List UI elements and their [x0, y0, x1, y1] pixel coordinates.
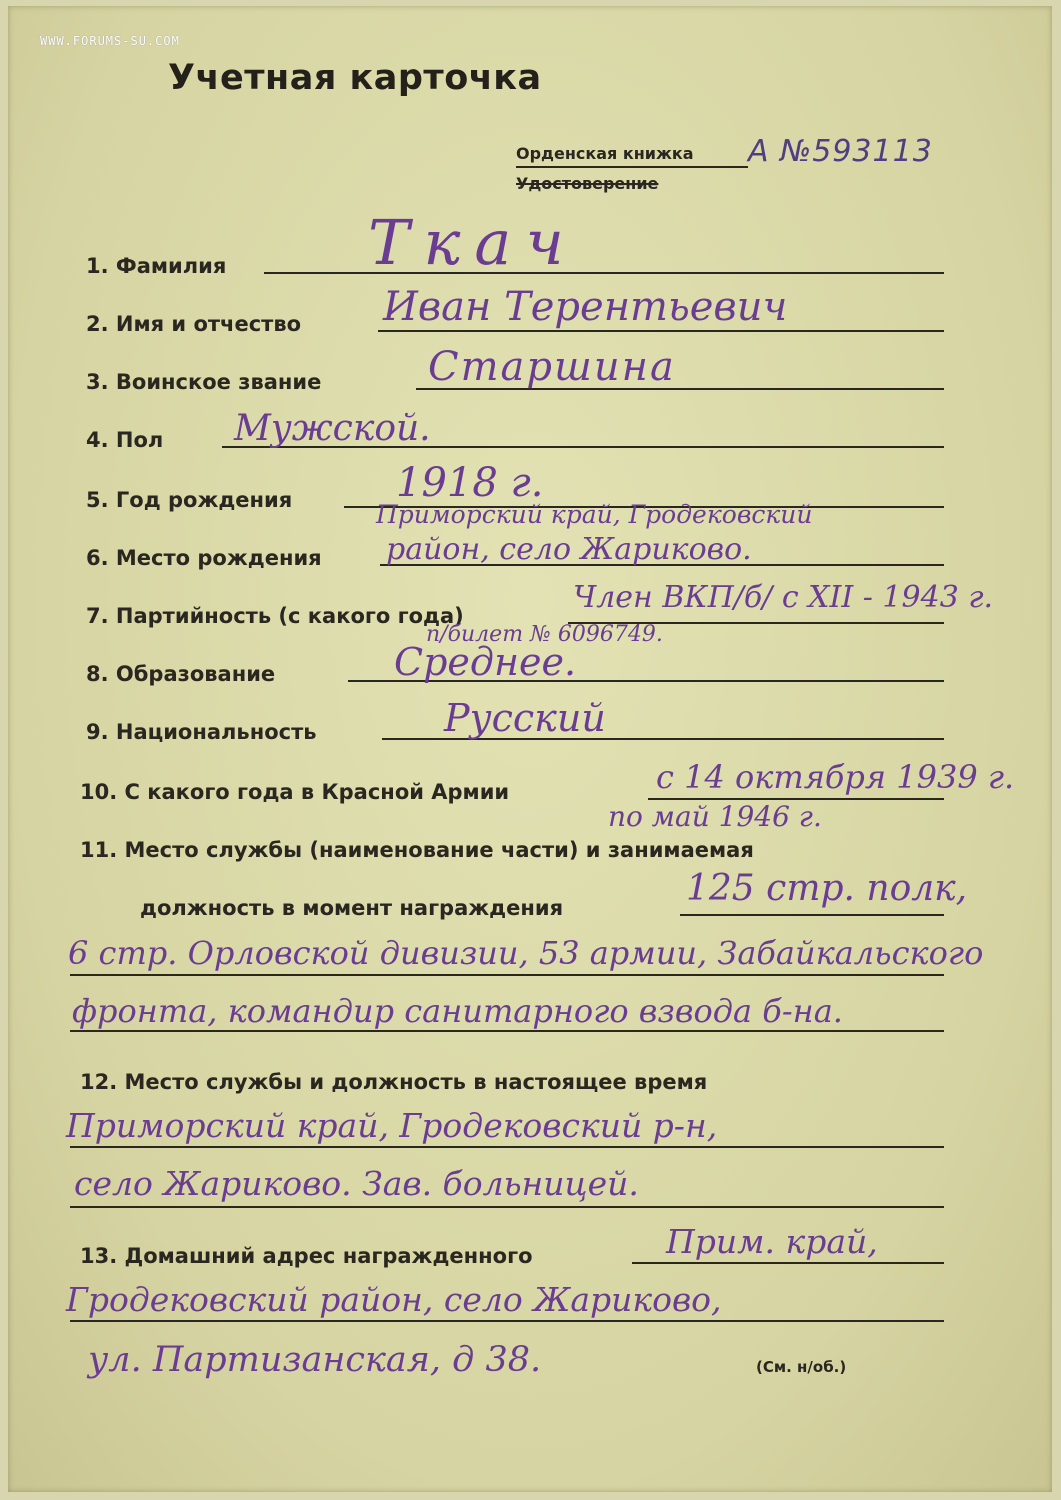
footnote: (См. н/об.) — [756, 1358, 847, 1376]
watermark: WWW.FORUMS-SU.COM — [40, 34, 180, 48]
field-13-value-line2: Гродековский район, село Жариково, — [66, 1280, 722, 1319]
card-title: Учетная карточка — [168, 58, 542, 98]
field-11-line-3 — [70, 1030, 944, 1032]
field-2-label: 2. Имя и отчество — [86, 312, 302, 336]
field-11-label-line2: должность в момент награждения — [140, 896, 564, 920]
field-11-value-line3: фронта, командир санитарного взвода б-на. — [72, 992, 843, 1030]
field-12-line-1 — [70, 1146, 944, 1148]
field-13-value-line3: ул. Партизанская, д 38. — [88, 1340, 542, 1380]
field-12-value-line2: село Жариково. Зав. больницей. — [74, 1164, 639, 1203]
field-12-value-line1: Приморский край, Гродековский р-н, — [66, 1106, 718, 1145]
field-11-line-1 — [680, 914, 944, 916]
field-11-label-line1: 11. Место службы (наименование части) и занимаемая — [80, 838, 754, 862]
field-5-value: 1918 г. — [396, 460, 544, 506]
order-book-number: А №593113 — [748, 134, 933, 169]
field-1-value: Ткач — [368, 206, 578, 279]
field-13-label: 13. Домашний адрес награжденного — [80, 1244, 533, 1268]
field-1-label: 1. Фамилия — [86, 254, 227, 278]
field-13-line-2 — [70, 1320, 944, 1322]
field-9-label: 9. Национальность — [86, 720, 317, 744]
field-7-label: 7. Партийность (с какого года) — [86, 604, 464, 628]
certificate-label: Удостоверение — [516, 174, 659, 193]
field-4-label: 4. Пол — [86, 428, 164, 452]
field-11-value-line2: 6 стр. Орловской дивизии, 53 армии, Забайкальского — [68, 934, 984, 972]
field-12-label: 12. Место службы и должность в настоящее время — [80, 1070, 708, 1094]
field-11-line-2 — [70, 974, 944, 976]
field-7-value-bottom: п/билет № 6096749. — [426, 622, 663, 647]
field-13-line-1 — [632, 1262, 944, 1264]
field-8-value: Среднее. — [394, 640, 577, 684]
field-13-value: Прим. край, — [666, 1222, 878, 1261]
field-11-value: 125 стр. полк, — [686, 868, 968, 909]
field-10-label: 10. С какого года в Красной Армии — [80, 780, 510, 804]
field-7-value: Член ВКП/б/ с XII - 1943 г. — [573, 580, 994, 615]
field-9-value: Русский — [444, 696, 606, 740]
field-6-value: район, село Жариково. — [386, 532, 752, 567]
field-3-label: 3. Воинское звание — [86, 370, 322, 394]
field-5-label: 5. Год рождения — [86, 488, 293, 512]
field-12-line-2 — [70, 1206, 944, 1208]
order-book-label: Орденская книжка — [516, 144, 694, 163]
field-1-line — [264, 272, 944, 274]
order-book-underline — [516, 166, 748, 168]
field-10-value-bottom: по май 1946 г. — [608, 800, 822, 833]
record-card — [8, 6, 1052, 1492]
field-3-value: Старшина — [428, 344, 676, 390]
field-6-label: 6. Место рождения — [86, 546, 322, 570]
field-2-value: Иван Терентьевич — [383, 284, 788, 330]
field-8-label: 8. Образование — [86, 662, 276, 686]
field-6-value-top: Приморский край, Гродековский — [376, 500, 813, 529]
field-4-value: Мужской. — [234, 408, 431, 449]
field-10-value: с 14 октября 1939 г. — [656, 758, 1015, 796]
field-2-line — [378, 330, 944, 332]
